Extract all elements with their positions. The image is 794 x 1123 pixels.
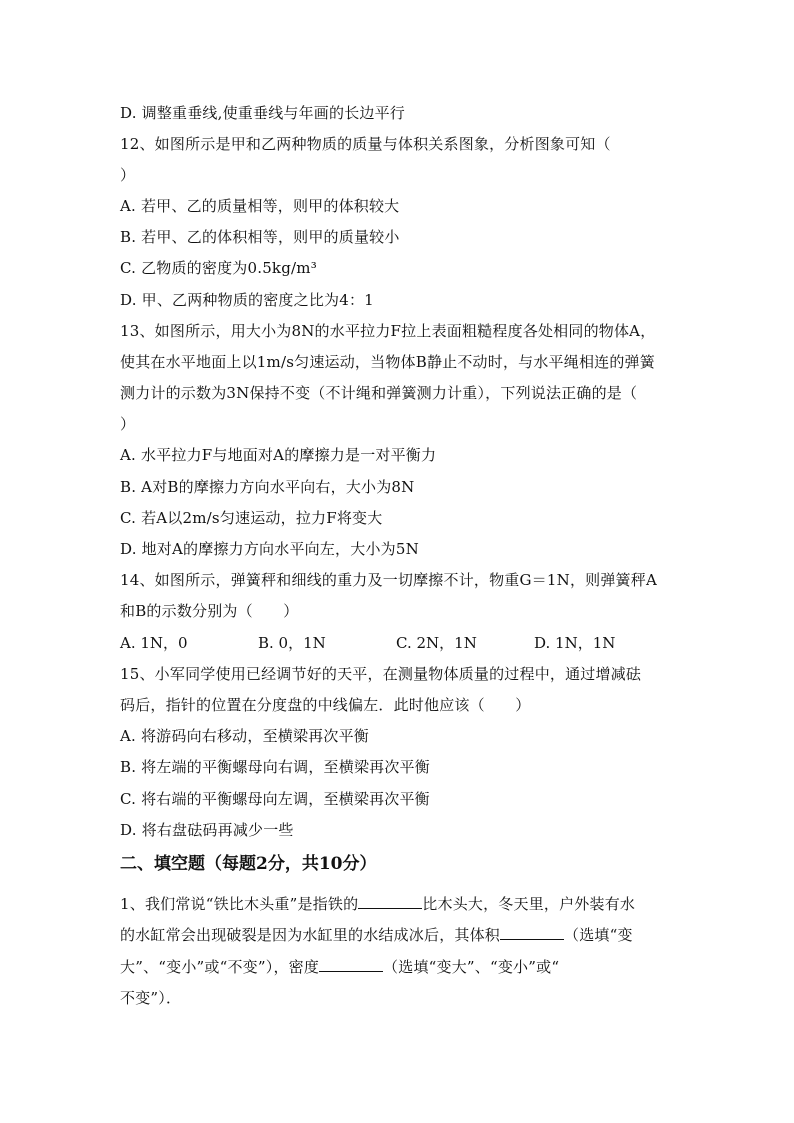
q14-option-b: B. 0，1N: [258, 634, 326, 652]
fill-1-text: 大”、“变小”或“不变”），密度: [120, 958, 320, 976]
fill-1-text: 1、我们常说“铁比木头重”是指铁的: [120, 895, 359, 913]
q13-stem-line-3: 测力计的示数为3N保持不变（不计绳和弹簧测力计重），下列说法正确的是（: [120, 384, 638, 402]
q15-stem-line-1: 15、小军同学使用已经调节好的天平，在测量物体质量的过程中，通过增减砝: [120, 665, 642, 683]
answer-blank[interactable]: [319, 957, 383, 972]
q15-option-b: B. 将左端的平衡螺母向右调，至横梁再次平衡: [120, 758, 430, 776]
section-title-fill-in: 二、填空题（每题2分，共10分）: [120, 854, 377, 874]
q13-stem-line-1: 13、如图所示，用大小为8N的水平拉力F拉上表面粗糙程度各处相同的物体A，: [120, 322, 656, 340]
q15-stem-line-2: 码后，指针的位置在分度盘的中线偏左．此时他应该（ ）: [120, 696, 531, 714]
q15-option-a: A. 将游码向右移动，至横梁再次平衡: [120, 727, 369, 745]
q14-option-a: A. 1N，0: [120, 634, 188, 652]
q12-option-a: A. 若甲、乙的质量相等，则甲的体积较大: [120, 197, 400, 215]
q13-option-b: B. A对B的摩擦力方向水平向右，大小为8N: [120, 478, 415, 496]
fill-1-line-4: 不变”）．: [120, 989, 182, 1007]
q13-stem-line-4: ）: [120, 415, 136, 433]
fill-1-line-2: [120, 925, 633, 945]
fill-1-text: （选填“变: [564, 926, 633, 944]
fill-1-text: 的水缸常会出现破裂是因为水缸里的水结成冰后，其体积: [120, 926, 501, 944]
answer-blank[interactable]: [500, 925, 564, 940]
q14-option-d: D. 1N，1N: [534, 634, 616, 652]
q13-option-c: C. 若A以2m/s匀速运动，拉力F将变大: [120, 509, 383, 527]
q12-option-b: B. 若甲、乙的体积相等，则甲的质量较小: [120, 228, 400, 246]
q12-stem-line-2: ）: [120, 166, 136, 184]
q12-option-c: C. 乙物质的密度为0.5kg/m³: [120, 259, 317, 277]
fill-1-line-3: [120, 957, 559, 977]
q12-option-d: D. 甲、乙两种物质的密度之比为4：1: [120, 291, 374, 309]
q14-stem-line-1: 14、如图所示，弹簧秤和细线的重力及一切摩擦不计，物重G＝1N，则弹簧秤A: [120, 571, 657, 589]
answer-blank[interactable]: [358, 894, 422, 909]
q14-option-c: C. 2N，1N: [396, 634, 477, 652]
fill-1-text: 比木头大，冬天里，户外装有水: [422, 895, 636, 913]
q15-option-c: C. 将右端的平衡螺母向左调，至横梁再次平衡: [120, 790, 430, 808]
q11-option-d: D. 调整重垂线,使重垂线与年画的长边平行: [120, 104, 405, 122]
q14-stem-line-2: 和B的示数分别为（ ）: [120, 602, 299, 620]
q12-stem-line-1: 12、如图所示是甲和乙两种物质的质量与体积关系图象，分析图象可知（: [120, 135, 611, 153]
fill-1-text: （选填“变大”、“变小”或“: [383, 958, 560, 976]
q13-option-a: A. 水平拉力F与地面对A的摩擦力是一对平衡力: [120, 446, 437, 464]
fill-1-line-1: [120, 894, 635, 914]
q13-stem-line-2: 使其在水平地面上以1m/s匀速运动，当物体B静止不动时，与水平绳相连的弹簧: [120, 353, 655, 371]
q15-option-d: D. 将右盘砝码再减少一些: [120, 821, 294, 839]
q13-option-d: D. 地对A的摩擦力方向水平向左，大小为5N: [120, 540, 419, 558]
